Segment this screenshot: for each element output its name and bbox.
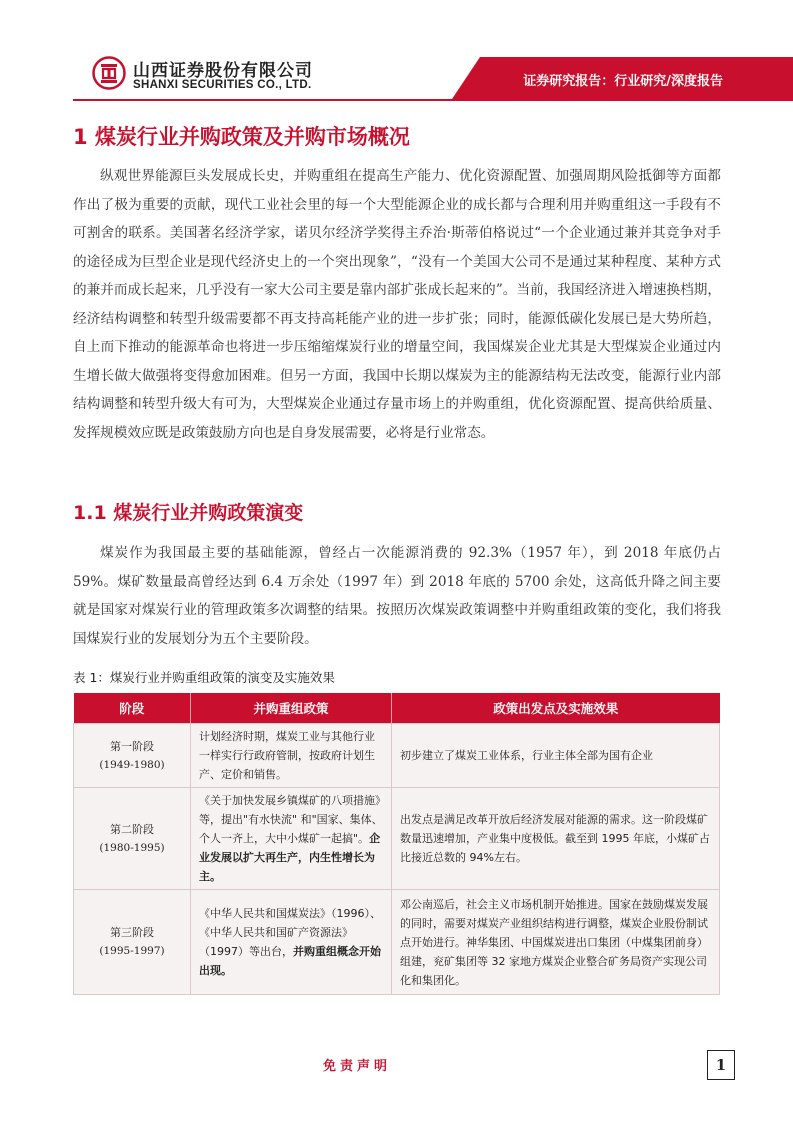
disclaimer-link[interactable]: 免责声明 xyxy=(323,1059,392,1074)
column-header-effect: 政策出发点及实施效果 xyxy=(392,693,720,724)
policy-cell xyxy=(191,890,392,995)
table-row xyxy=(74,724,720,788)
policy-cell xyxy=(191,788,392,890)
section-1-1-paragraph: 煤炭作为我国最主要的基础能源，曾经占一次能源消费的 92.3%（1957 年），到 2018 年底仍占 59%。煤矿数量最高曾经达到 6.4 万余处（1997 年）到 2018 年底的 5700 余处，这高低升降之间主要就是国家对煤炭行业的管理政策多次调整的结果。按照历次煤炭政策调整中并购重组政策的变化，我们将我国煤炭行业的发展划分为五个主要阶段。 xyxy=(73,545,721,647)
page-number: 1 xyxy=(707,1050,735,1080)
table-row xyxy=(74,890,720,995)
stage-cell xyxy=(74,890,191,995)
policy-bold-text: 并购重组概念开始出现。 xyxy=(199,945,381,977)
page-header xyxy=(0,0,793,100)
policy-text: 计划经济时期，煤炭工业与其他行业一样实行行政府管制，按政府计划生产、定价和销售。 xyxy=(199,730,375,781)
table-row xyxy=(74,788,720,890)
stage-name: 第三阶段 xyxy=(110,926,154,939)
column-header-stage: 阶段 xyxy=(74,693,191,724)
stage-years: (1949-1980) xyxy=(99,758,165,771)
stage-cell xyxy=(74,724,191,788)
effect-text: 出发点是满足改革开放后经济发展对能源的需求。这一阶段煤矿数量迅速增加，产业集中度极低。截至到 1995 年底，小煤矿占比接近总数的 94%左右。 xyxy=(400,813,710,864)
stage-name: 第一阶段 xyxy=(110,739,154,753)
stage-years: (1995-1997) xyxy=(99,945,165,957)
effect-cell xyxy=(392,724,720,788)
policy-cell xyxy=(191,724,392,788)
effect-cell xyxy=(392,788,720,890)
policy-table xyxy=(73,693,720,995)
company-name-en: SHANXI SECURITIES CO., LTD. xyxy=(133,79,312,91)
effect-cell xyxy=(392,890,720,995)
section-1-title: 1 煤炭行业并购政策及并购市场概况 xyxy=(73,125,410,149)
report-type-label: 证券研究报告：行业研究/深度报告 xyxy=(523,74,723,89)
table-header-row xyxy=(74,693,720,724)
header-divider xyxy=(73,99,793,101)
company-name-cn: 山西证券股份有限公司 xyxy=(133,61,313,81)
effect-text: 初步建立了煤炭工业体系，行业主体全部为国有企业 xyxy=(400,749,653,762)
company-logo-icon xyxy=(92,56,126,90)
policy-bold-text: 企业发展以扩大再生产，内生性增长为主。 xyxy=(199,832,381,883)
table-caption: 表 1：煤炭行业并购重组政策的演变及实施效果 xyxy=(73,670,335,685)
stage-name: 第二阶段 xyxy=(110,822,154,836)
section-1-paragraph: 纵观世界能源巨头发展成长史，并购重组在提高生产能力、优化资源配置、加强周期风险抵御等方面都作出了极为重要的贡献，现代工业社会里的每一个大型能源企业的成长都与合理利用并购重组这一手段有不可割舍的联系。美国著名经济学家，诺贝尔经济学奖得主乔治·斯蒂伯格说过“一个企业通过兼并其竞争对手的途径成为巨型企业是现代经济史上的一个突出现象”，“没有一个美国大公司不是通过某种程度、某种方式的兼并而成长起来，几乎没有一家大公司主要是靠内部扩张成长起来的”。当前，我国经济进入增速换档期，经济结构调整和转型升级需要都不再支持高耗能产业的进一步扩张；同时，能源低碳化发展已是大势所趋，自上而下推动的能源革命也将进一步压缩缩煤炭行业的增量空间，我国煤炭企业尤其是大型煤炭企业通过内生增长做大做强将变得愈加困难。但另一方面，我国中长期以煤炭为主的能源结构无法改变，能源行业内部结构调整和转型升级大有可为，大型煤炭企业通过存量市场上的并购重组，优化资源配置、提高供给质量、发挥规模效应既是政策鼓励方向也是自身发展需要，必将是行业常态。 xyxy=(73,168,721,441)
policy-text: 《关于加快发展乡镇煤矿的八项措施》等，提出"有水快流" 和"国家、集体、个人一齐上，大中小煤矿一起搞"。 xyxy=(199,794,383,845)
column-header-policy: 并购重组政策 xyxy=(191,693,392,724)
stage-cell xyxy=(74,788,191,890)
policy-text: 《中华人民共和国煤炭法》（1996）、《中华人民共和国矿产资源法》（1997）等出台， xyxy=(199,907,381,958)
effect-text: 邓公南巡后，社会主义市场机制开始推进。国家在鼓励煤炭发展的同时，需要对煤炭产业组织结构进行调整，煤炭企业股份制试点开始进行。神华集团、中国煤炭进出口集团（中煤集团前身）组建，兖矿集团等 32 家地方煤炭企业整合矿务局资产实现公司化和集团化。 xyxy=(400,897,708,987)
stage-years: (1980-1995) xyxy=(99,841,165,854)
section-1-1-title: 1.1 煤炭行业并购政策演变 xyxy=(73,502,304,524)
